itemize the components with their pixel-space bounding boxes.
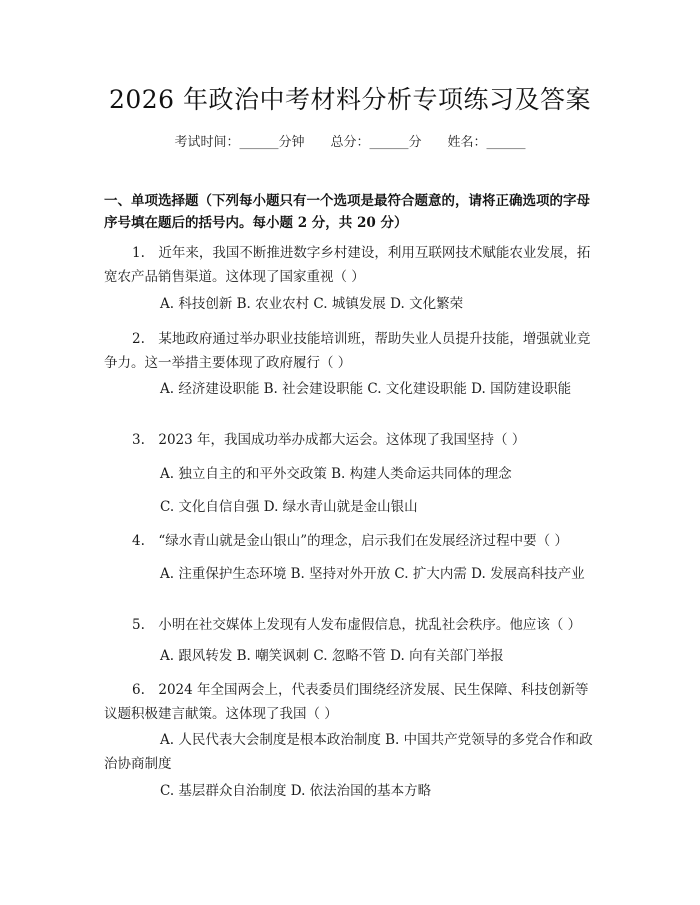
question-5-options: A. 跟风转发 B. 嘲笑讽刺 C. 忽略不管 D. 向有关部门举报 <box>160 648 504 664</box>
exam-name: 姓名：______ <box>447 135 526 150</box>
question-1-options: A. 科技创新 B. 农业农村 C. 城镇发展 D. 文化繁荣 <box>160 296 464 312</box>
question-6-options-line1: A. 人民代表大会制度是根本政治制度 B. 中国共产党领导的多党合作和政治协商制度 <box>104 732 593 772</box>
question-3-options-line1: A. 独立自主的和平外交政策 B. 构建人类命运共同体的理念 <box>160 466 512 482</box>
question-6-options-line2: C. 基层群众自治制度 D. 依法治国的基本方略 <box>160 783 432 799</box>
exam-meta <box>0 131 700 150</box>
question-2: 2. 某地政府通过举办职业技能培训班，帮助失业人员提升技能，增强就业竞争力。这一举措主要体现了政府履行（ ） <box>104 331 591 371</box>
question-4-options: A. 注重保护生态环境 B. 坚持对外开放 C. 扩大内需 D. 发展高科技产业 <box>160 566 585 582</box>
exam-time: 考试时间：______分钟 <box>174 135 305 150</box>
question-3-options-line2: C. 文化自信自强 D. 绿水青山就是金山银山 <box>160 499 418 515</box>
question-2-options: A. 经济建设职能 B. 社会建设职能 C. 文化建设职能 D. 国防建设职能 <box>160 381 572 397</box>
question-5: 5. 小明在社交媒体上发现有人发布虚假信息，扰乱社会秩序。他应该（ ） <box>132 617 582 633</box>
question-1: 1. 近年来，我国不断推进数字乡村建设，利用互联网技术赋能农业发展，拓宽农产品销售渠道。这体现了国家重视（ ） <box>104 245 591 285</box>
section-heading: 一、单项选择题（下列每小题只有一个选项是最符合题意的，请将正确选项的字母序号填在题后的括号内。每小题 2 分，共 20 分） <box>104 193 590 231</box>
question-3: 3. 2023 年，我国成功举办成都大运会。这体现了我国坚持（ ） <box>132 432 526 448</box>
exam-score: 总分：______分 <box>330 135 422 150</box>
question-6: 6. 2024 年全国两会上，代表委员们围绕经济发展、民生保障、科技创新等议题积极建言献策。这体现了我国（ ） <box>104 682 589 722</box>
page-title: 2026 年政治中考材料分析专项练习及答案 <box>108 85 592 114</box>
question-4: 4. “绿水青山就是金山银山”的理念，启示我们在发展经济过程中要（ ） <box>132 533 568 549</box>
